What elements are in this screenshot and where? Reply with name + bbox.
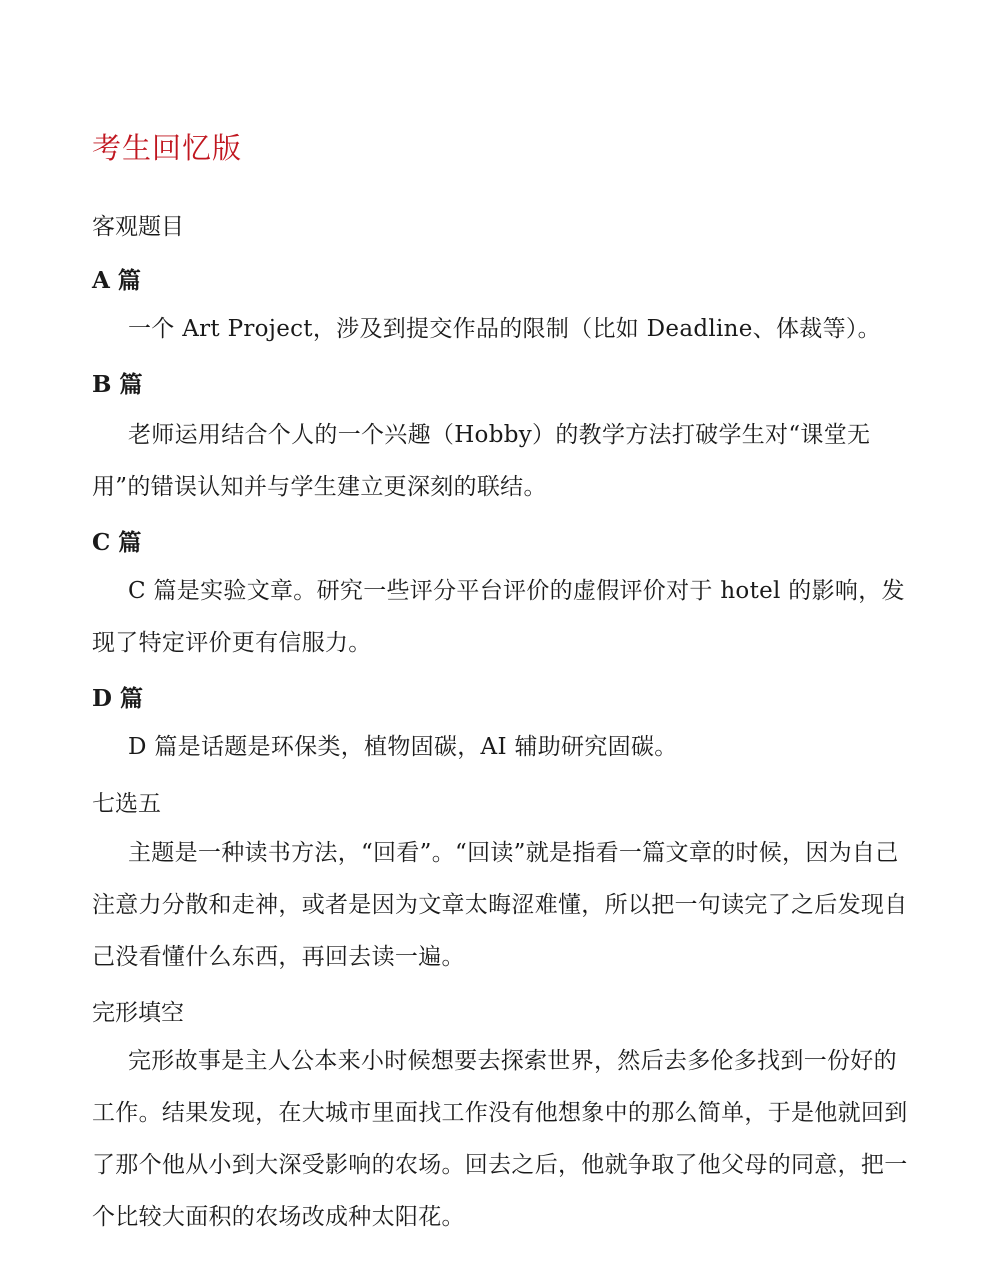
section-heading: 客观题目: [92, 214, 184, 240]
page-title: 考生回忆版: [92, 131, 243, 165]
cloze-label: 完形填空: [92, 1000, 184, 1026]
passage-c-label: C 篇: [92, 529, 142, 556]
passage-c-text: C 篇是实验文章。研究一些评分平台评价的虚假评价对于 hotel 的影响，发现了特定评价更有信服力。: [92, 578, 905, 656]
passage-a-label: A 篇: [92, 267, 141, 294]
passage-a-text: 一个 Art Project，涉及到提交作品的限制（比如 Deadline、体裁等）。: [128, 316, 881, 342]
passage-d-label: D 篇: [92, 685, 143, 712]
seven-choose-five-text: 主题是一种读书方法，“回看”。“回读”就是指看一篇文章的时候，因为自己注意力分散和走神，或者是因为文章太晦涩难懂，所以把一句读完了之后发现自己没看懂什么东西，再回去读一遍。: [92, 840, 908, 970]
cloze-text: 完形故事是主人公本来小时候想要去探索世界，然后去多伦多找到一份好的工作。结果发现，在大城市里面找工作没有他想象中的那么简单，于是他就回到了那个他从小到大深受影响的农场。回去之后，他就争取了他父母的同意，把一个比较大面积的农场改成种太阳花。: [92, 1048, 908, 1230]
passage-d-text: D 篇是话题是环保类，植物固碳，AI 辅助研究固碳。: [128, 734, 678, 760]
seven-choose-five-label: 七选五: [92, 791, 161, 817]
passage-b-text: 老师运用结合个人的一个兴趣（Hobby）的教学方法打破学生对“课堂无用”的错误认知并与学生建立更深刻的联结。: [92, 422, 871, 500]
passage-b-label: B 篇: [92, 371, 143, 398]
